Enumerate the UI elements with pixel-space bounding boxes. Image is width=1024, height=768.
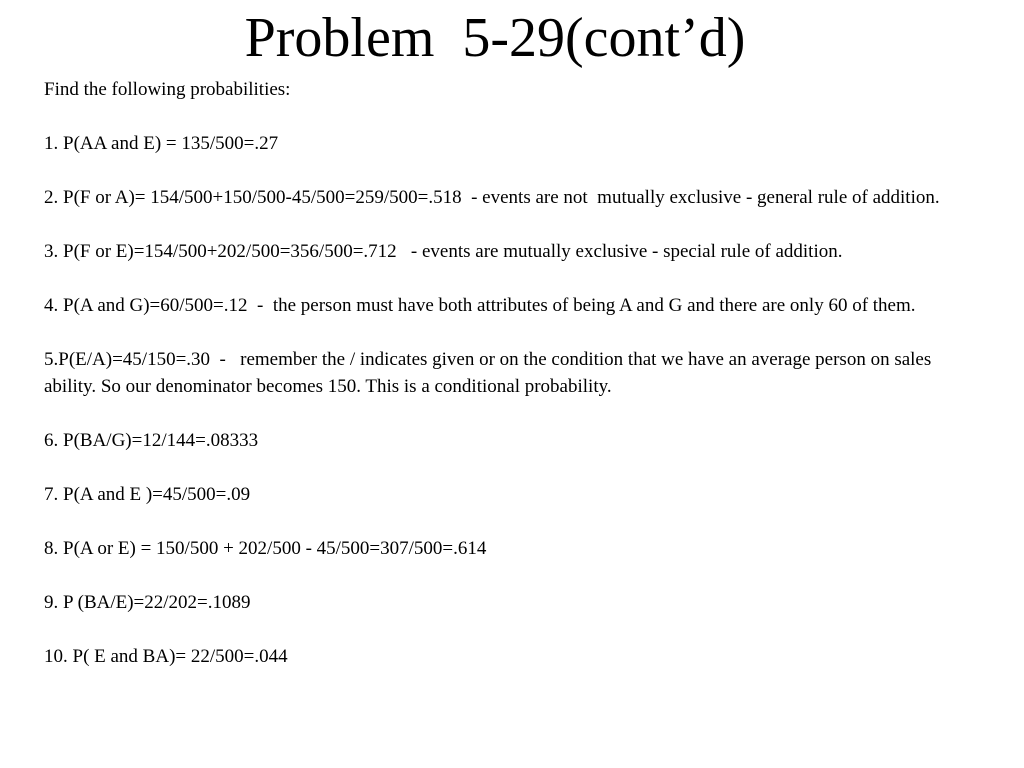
- problem-item-2: 2. P(F or A)= 154/500+150/500-45/500=259/500=.518 - events are not mutually exclusive - general rule of addition.: [44, 187, 940, 208]
- problem-item-7: 7. P(A and E )=45/500=.09: [44, 484, 251, 505]
- problem-item-4: 4. P(A and G)=60/500=.12 - the person must have both attributes of being A and G and there are only 60 of them.: [44, 295, 916, 316]
- problem-item-9: 9. P (BA/E)=22/202=.1089: [44, 592, 251, 613]
- problem-item-3: 3. P(F or E)=154/500+202/500=356/500=.712 - events are mutually exclusive - special rule of addition.: [44, 241, 843, 262]
- problem-item-8: 8. P(A or E) = 150/500 + 202/500 - 45/500=307/500=.614: [44, 538, 487, 559]
- problem-item-6: 6. P(BA/G)=12/144=.08333: [44, 430, 259, 451]
- intro-text: Find the following probabilities:: [44, 79, 291, 100]
- problem-item-1: 1. P(AA and E) = 135/500=.27: [44, 133, 279, 154]
- problem-item-5: 5.P(E/A)=45/150=.30 - remember the / indicates given or on the condition that we have an average person on sales ability. So our denominator becomes 150. This is a conditional probability.: [44, 349, 937, 397]
- slide-title: Problem 5-29(cont’d): [244, 7, 746, 69]
- problem-item-10: 10. P( E and BA)= 22/500=.044: [44, 646, 288, 667]
- slide-body: [44, 76, 984, 697]
